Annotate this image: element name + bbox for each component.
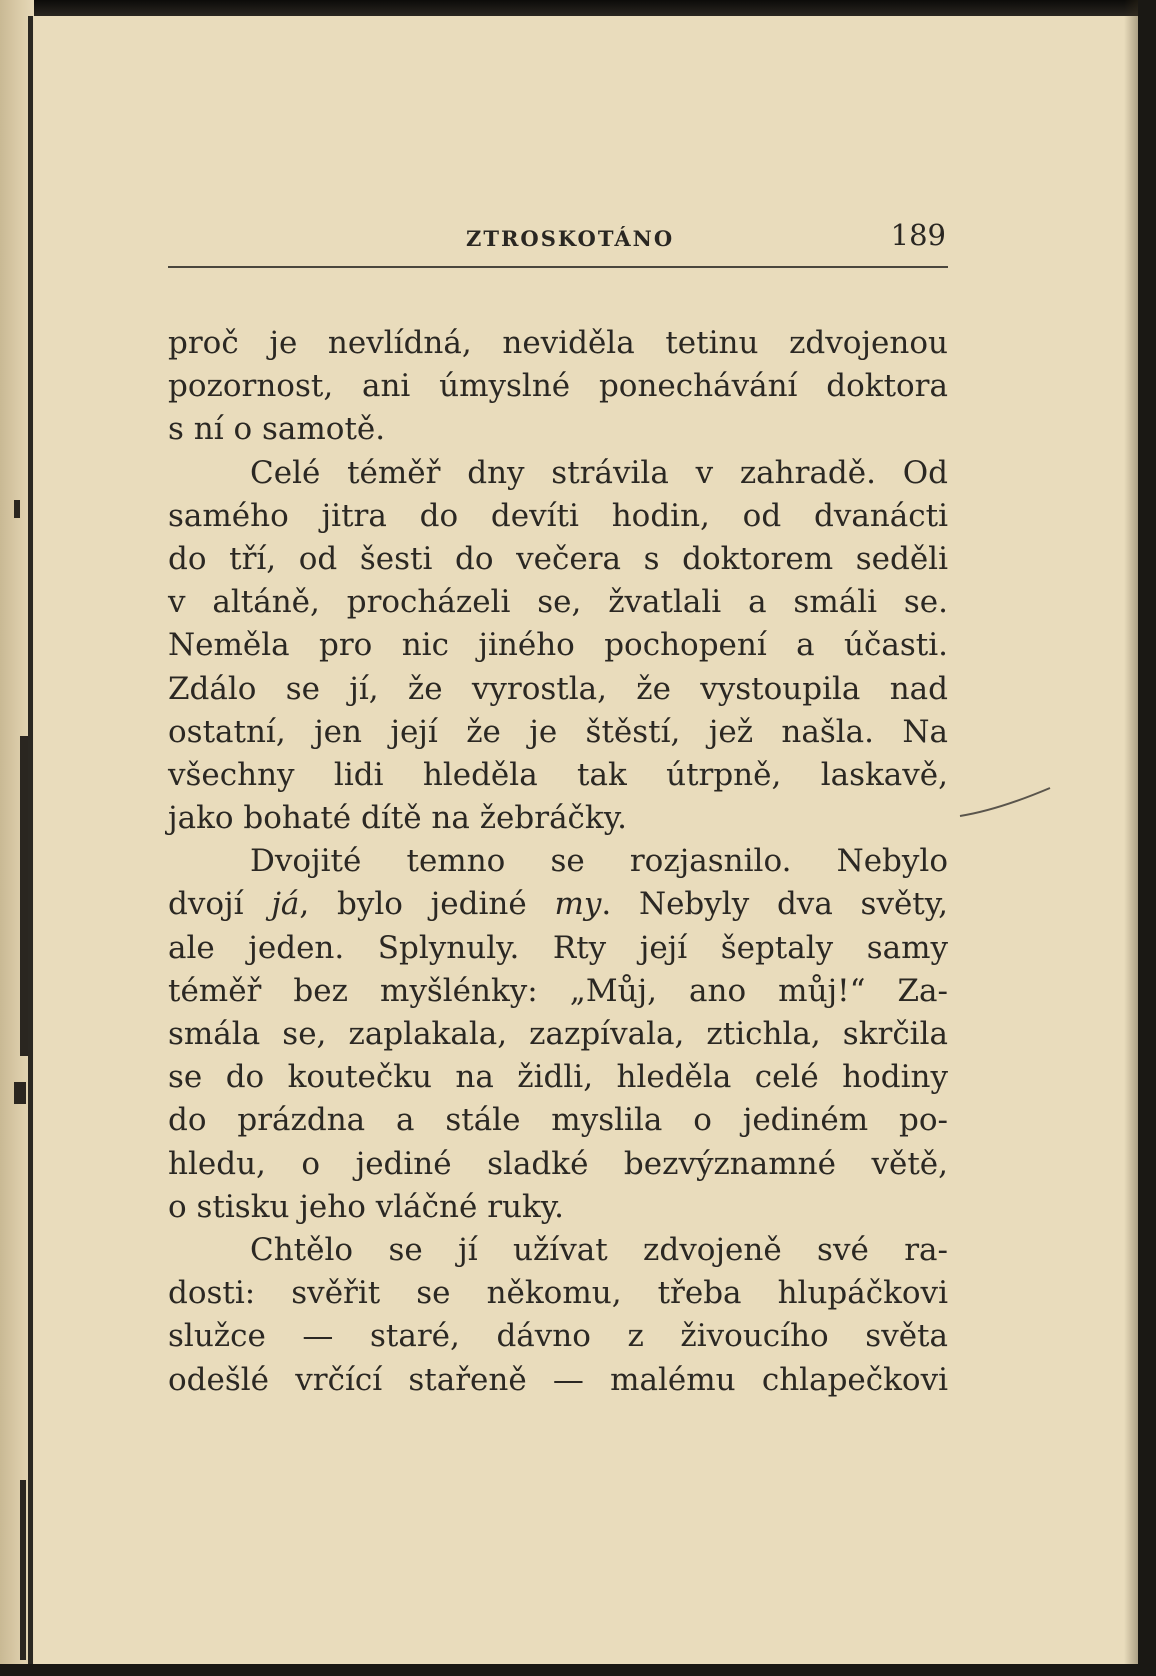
page-number: 189	[890, 218, 946, 252]
text-line: Neměla pro nic jiného pochopení a účasti.	[168, 627, 948, 664]
text-line: hledu, o jediné sladké bezvýznamné větě,	[168, 1145, 948, 1182]
text-line: smála se, zaplakala, zazpívala, ztichla, skrčila	[168, 1016, 948, 1052]
text-line: samého jitra do devíti hodin, od dvanácti	[168, 497, 948, 534]
margin-mark	[20, 736, 28, 1056]
text-line: odešlé vrčící stařeně — malému chlapečkovi	[168, 1361, 948, 1398]
header-rule	[168, 266, 948, 268]
text-line: v altáně, procházeli se, žvatlali a smáli se.	[168, 584, 948, 621]
running-head	[168, 218, 948, 254]
text-segment: . Nebyly dva světy,	[601, 886, 949, 923]
text-line: ale jeden. Splynuly. Rty její šeptaly samy	[168, 929, 948, 966]
scan-border-left	[28, 16, 33, 1676]
text-line: téměř bez myšlénky: „Můj, ano můj!“ Za-	[168, 972, 948, 1009]
text-line: proč je nevlídná, neviděla tetinu zdvojenou	[168, 325, 948, 361]
text-segment: , bylo jediné	[299, 886, 527, 923]
scan-border-top	[0, 0, 1156, 16]
emphasis: já	[271, 886, 300, 923]
text-line: Dvojité temno se rozjasnilo. Nebylo	[250, 843, 948, 880]
text-line: o stisku jeho vláčné ruky.	[168, 1188, 565, 1225]
margin-mark	[14, 1082, 26, 1104]
text-line: Chtělo se jí užívat zdvojeně své ra-	[250, 1231, 948, 1268]
scan-border-right	[1138, 0, 1156, 1676]
text-line: Zdálo se jí, že vyrostla, že vystoupila nad	[168, 670, 948, 707]
margin-mark	[20, 1480, 26, 1660]
text-line: do tří, od šesti do večera s doktorem seděli	[168, 540, 948, 577]
text-line: s ní o samotě.	[168, 411, 386, 448]
text-line: do prázdna a stále myslila o jediném po-	[168, 1102, 948, 1139]
text-line: dosti: svěřit se někomu, třeba hlupáčkovi	[168, 1275, 948, 1312]
text-line	[168, 883, 948, 926]
running-title: ZTROSKOTÁNO	[466, 226, 675, 251]
text-line: jako bohaté dítě na žebráčky.	[168, 800, 627, 837]
text-line: Celé téměř dny strávila v zahradě. Od	[250, 454, 948, 491]
scan-border-bottom	[0, 1664, 1156, 1676]
text-line: služce — staré, dávno z živoucího světa	[168, 1318, 948, 1355]
text-line: se do koutečku na židli, hleděla celé hodiny	[168, 1059, 948, 1096]
text-line: pozornost, ani úmyslné ponechávání doktora	[168, 368, 948, 405]
page-edge-shadow	[1124, 0, 1138, 1676]
pencil-mark	[958, 784, 1054, 824]
margin-mark	[14, 500, 20, 518]
body-text	[168, 322, 948, 1402]
text-line: ostatní, jen její že je štěstí, jež našla. Na	[168, 713, 948, 750]
text-segment: dvojí	[168, 886, 244, 923]
text-line: všechny lidi hleděla tak útrpně, laskavě,	[168, 756, 948, 793]
emphasis: my	[554, 886, 602, 923]
